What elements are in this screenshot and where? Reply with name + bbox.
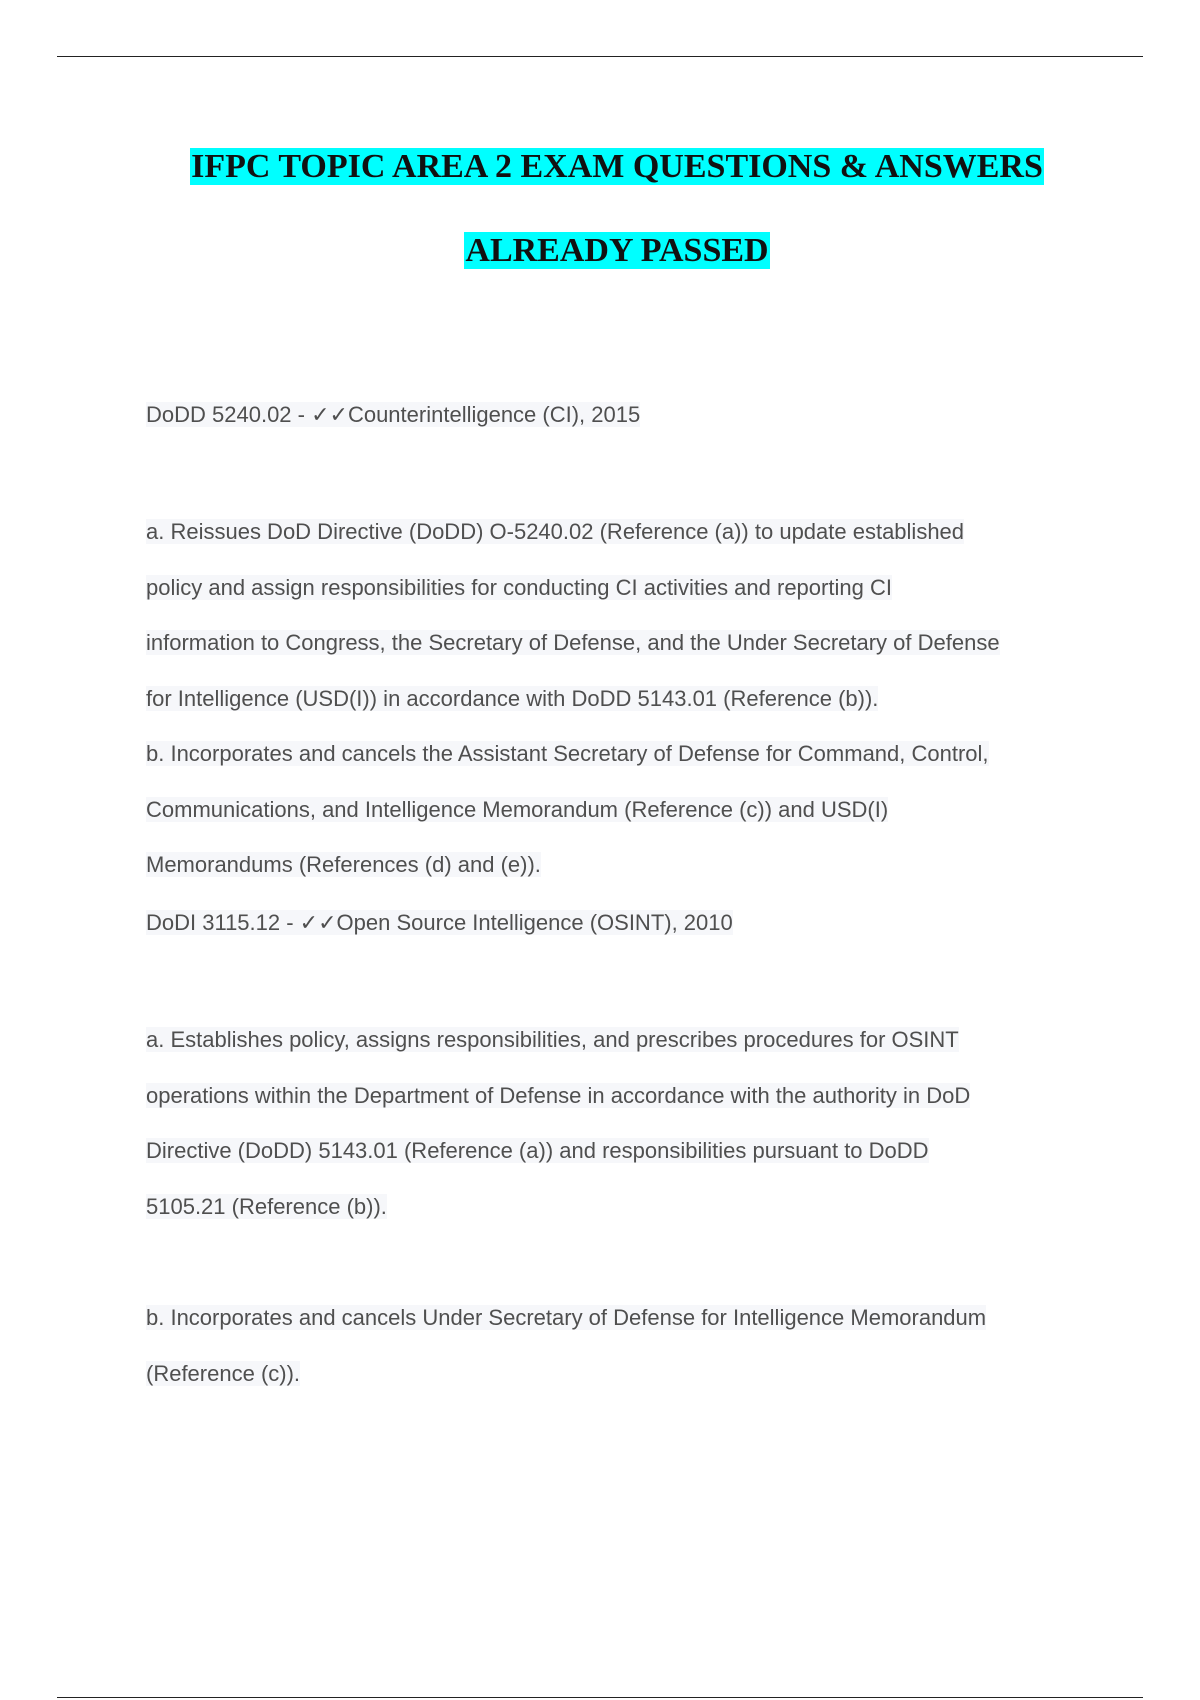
entry-heading-text: DoDI 3115.12 - ✓✓Open Source Intelligence (OSINT), 2010: [146, 910, 733, 935]
entry-heading-text: DoDD 5240.02 - ✓✓Counterintelligence (CI), 2015: [146, 402, 641, 427]
paragraph-line: information to Congress, the Secretary of Defense, and the Under Secretary of Defense: [146, 630, 1000, 655]
title-highlight-1: IFPC TOPIC AREA 2 EXAM QUESTIONS & ANSWERS: [191, 148, 1043, 185]
paragraph-line: a. Reissues DoD Directive (DoDD) O-5240.02 (Reference (a)) to update established: [146, 519, 965, 544]
paragraph-line: (Reference (c)).: [146, 1360, 301, 1386]
document-title-line-1: [0, 146, 1200, 188]
paragraph-line: policy and assign responsibilities for conducting CI activities and reporting CI: [146, 574, 892, 600]
paragraph-line: b. Incorporates and cancels Under Secretary of Defense for Intelligence Memorandum: [146, 1305, 987, 1330]
entry-2-paragraph-b: [146, 1290, 986, 1401]
entry-heading-dodi-3115: [146, 908, 733, 938]
paragraph-line: for Intelligence (USD(I)) in accordance with DoDD 5143.01 (Reference (b)).: [146, 685, 879, 711]
paragraph-line: Communications, and Intelligence Memorandum (Reference (c)) and USD(I): [146, 796, 889, 822]
top-rule: [57, 56, 1143, 57]
paragraph-line: b. Incorporates and cancels the Assistant Secretary of Defense for Command, Control,: [146, 741, 989, 766]
entry-2-paragraph-a: [146, 1012, 970, 1234]
paragraph-line: a. Establishes policy, assigns responsibilities, and prescribes procedures for OSINT: [146, 1027, 959, 1052]
title-highlight-2: ALREADY PASSED: [465, 232, 769, 269]
document-title-line-2: [0, 230, 1200, 272]
paragraph-line: Memorandums (References (d) and (e)).: [146, 852, 541, 877]
paragraph-line: 5105.21 (Reference (b)).: [146, 1193, 387, 1219]
entry-heading-dodd-5240: [146, 400, 640, 430]
paragraph-line: operations within the Department of Defense in accordance with the authority in DoD: [146, 1082, 971, 1108]
entry-1-paragraph-a: [146, 504, 1000, 726]
bottom-rule: [57, 1697, 1143, 1698]
paragraph-line: Directive (DoDD) 5143.01 (Reference (a)) and responsibilities pursuant to DoDD: [146, 1138, 929, 1163]
entry-1-paragraph-b: [146, 726, 989, 893]
